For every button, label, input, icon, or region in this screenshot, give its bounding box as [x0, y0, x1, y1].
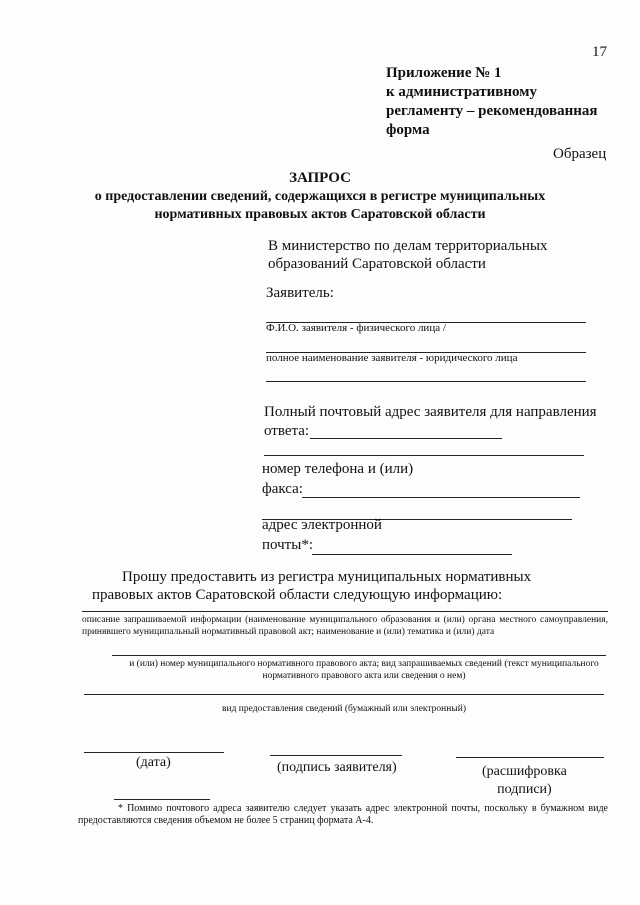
decode-line[interactable] — [456, 757, 604, 758]
signature-line[interactable] — [270, 755, 402, 756]
subtitle-line-1: о предоставлении сведений, содержащихся в регистре муниципальных — [94, 189, 546, 204]
appendix-line-2: к административному — [386, 84, 537, 100]
phone-label — [262, 459, 413, 499]
email-label — [262, 515, 382, 555]
phone-line-2: факса: — [262, 481, 303, 497]
request-line-2: правовых актов Саратовской области следующую информацию: — [92, 587, 503, 603]
applicant-extra-line[interactable] — [266, 381, 586, 382]
info-caption-1: описание запрашиваемой информации (наименование муниципального образования и (или) органа местного самоуправления, принявшего муниципальный нормативный правовой акт; наименование и (или) тематика и (или) дата — [82, 615, 608, 637]
postal-line-1: Полный почтовый адрес заявителя для направления — [264, 404, 597, 420]
info-caption-2: и (или) номер муниципального нормативного правового акта; вид запрашиваемых сведений (текст муниципального нормативного правового акта или сведения о нем) — [129, 659, 599, 681]
info-line-1[interactable] — [82, 611, 608, 612]
date-caption: (дата) — [136, 755, 171, 770]
request-text — [92, 568, 531, 604]
info-line-2[interactable] — [112, 655, 606, 656]
appendix-line-1: Приложение № 1 — [386, 65, 502, 81]
applicant-fio-caption: Ф.И.О. заявителя - физического лица / — [266, 322, 446, 334]
subtitle-line-2: нормативных правовых актов Саратовской области — [154, 207, 486, 222]
email-line-2: почты*: — [262, 537, 313, 553]
decode-caption-1: (расшифровка — [482, 764, 567, 779]
phone-line-1: номер телефона и (или) — [262, 461, 414, 477]
signature-caption: (подпись заявителя) — [277, 760, 397, 775]
appendix-block — [386, 64, 598, 140]
date-line[interactable] — [84, 752, 224, 753]
page-number: 17 — [592, 44, 607, 60]
postal-line-2: ответа: — [264, 423, 310, 439]
postal-address-label — [264, 403, 597, 441]
addressee — [268, 237, 547, 273]
footnote-separator — [114, 799, 210, 800]
email-line-1: адрес электронной — [262, 517, 382, 533]
postal-extra-line[interactable] — [264, 455, 584, 456]
addressee-line-2: образований Саратовской области — [268, 256, 486, 272]
applicant-label: Заявитель: — [266, 285, 334, 301]
decode-caption-2: подписи) — [497, 782, 552, 797]
request-line-1: Прошу предоставить из регистра муниципальных нормативных — [122, 569, 532, 585]
document-title: ЗАПРОС — [289, 170, 351, 186]
phone-fax-line[interactable] — [302, 497, 580, 498]
applicant-org-caption: полное наименование заявителя - юридического лица — [266, 352, 518, 364]
sample-label: Образец — [553, 146, 607, 162]
info-line-3[interactable] — [84, 694, 604, 695]
decode-caption — [482, 763, 567, 799]
footnote: * Помимо почтового адреса заявителю следует указать адрес электронной почты, поскольку в бумажном виде предоставляются сведения объемом не более 5 страниц формата А-4. — [78, 803, 608, 826]
document-subtitle — [0, 188, 640, 224]
email-line[interactable] — [312, 554, 512, 555]
addressee-line-1: В министерство по делам территориальных — [268, 238, 548, 254]
appendix-line-4: форма — [386, 122, 430, 138]
info-caption-3: вид предоставления сведений (бумажный или электронный) — [222, 704, 466, 714]
appendix-line-3: регламенту – рекомендованная — [386, 103, 598, 119]
postal-answer-line[interactable] — [310, 438, 502, 439]
